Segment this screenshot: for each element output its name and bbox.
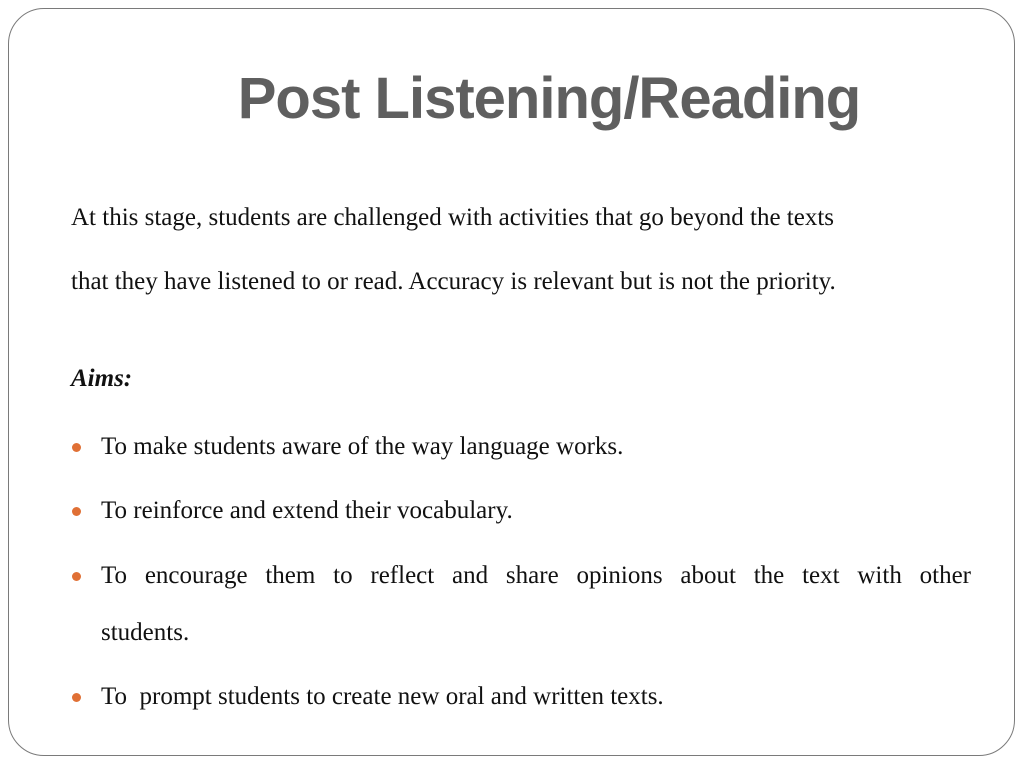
aims-list-item-text: To prompt students to create new oral and written texts. (101, 683, 664, 710)
intro-line-1: At this stage, students are challenged with activities that go beyond the texts (71, 204, 835, 231)
aims-list-item-text: To reinforce and extend their vocabulary. (101, 497, 513, 524)
bullet-dot-icon (72, 572, 81, 581)
intro-line-2: that they have listened to or read. Accuracy is relevant but is not the priority. (71, 268, 836, 295)
slide-title: Post Listening/Reading (237, 66, 861, 131)
bullet-dot-icon (72, 693, 81, 702)
aims-list-item-text-continued: students. (101, 619, 190, 646)
bullet-dot-icon (72, 507, 81, 516)
aims-list-item-text: To make students aware of the way language works. (101, 433, 624, 460)
aims-list-item (71, 561, 971, 648)
aims-list-item (71, 432, 971, 462)
aims-list-item-text: To encourage them to reflect and share opinions about the text with other (101, 562, 971, 589)
bullet-dot-icon (72, 443, 81, 452)
aims-list-item (71, 496, 971, 526)
slide (8, 8, 1015, 756)
aims-list-item (71, 682, 971, 712)
aims-heading: Aims: (71, 365, 133, 392)
